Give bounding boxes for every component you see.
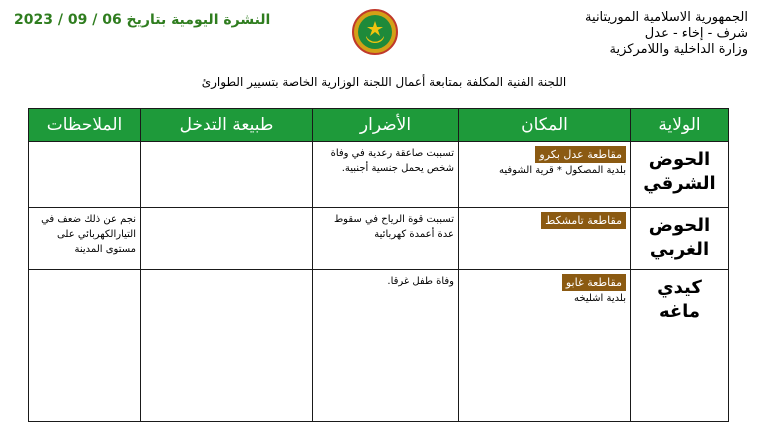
- column-header-place: المكان: [459, 109, 631, 142]
- place-cell: [459, 208, 631, 270]
- damage-cell: تسببت صاعقة رعدية في وفاة شخص يحمل جنسية أجنبية.: [313, 142, 459, 208]
- ministry-name: وزارة الداخلية واللامركزية: [609, 42, 748, 57]
- district-tag: مقاطعة تامشكط: [541, 212, 626, 229]
- intervention-cell: [141, 208, 313, 270]
- wilaya-cell: كيدي ماغه: [631, 270, 729, 422]
- place-cell: [459, 142, 631, 208]
- notes-cell: [29, 142, 141, 208]
- page-title: اللجنة الفنية المكلفة بمتابعة أعمال اللجنة الوزارية الخاصة بتسيير الطوارئ: [201, 75, 567, 89]
- table-row: [29, 208, 729, 270]
- district-tag: مقاطعة عدل بكرو: [535, 146, 626, 163]
- incidents-table: [28, 108, 729, 422]
- bulletin-date: النشرة اليومية بتاريخ 06 / 09 / 2023: [14, 12, 271, 28]
- motto: شرف - إخاء - عدل: [644, 26, 748, 41]
- column-header-wilaya: الولاية: [631, 109, 729, 142]
- republic-name: الجمهورية الاسلامية الموريتانية: [585, 10, 748, 25]
- intervention-cell: [141, 142, 313, 208]
- damage-cell: تسببت قوة الرياح في سقوط عدة أعمدة كهربائية: [313, 208, 459, 270]
- column-header-intervention: طبيعة التدخل: [141, 109, 313, 142]
- column-header-damage: الأضرار: [313, 109, 459, 142]
- intervention-cell: [141, 270, 313, 422]
- notes-cell: نجم عن ذلك ضعف في التيارالكهربائي على مستوى المدينة: [29, 208, 141, 270]
- place-cell: [459, 270, 631, 422]
- notes-cell: [29, 270, 141, 422]
- damage-cell: وفاة طفل غرقا.: [313, 270, 459, 422]
- place-detail: بلدية اشليخه: [574, 293, 626, 304]
- national-seal-icon: [352, 9, 398, 55]
- district-tag: مقاطعة غابو: [562, 274, 626, 291]
- wilaya-cell: الحوض الشرقي: [631, 142, 729, 208]
- place-detail: بلدية المصكول * قرية الشوفيه: [499, 165, 626, 176]
- ministry-header: [585, 10, 748, 58]
- table-row: [29, 142, 729, 208]
- column-header-notes: الملاحظات: [29, 109, 141, 142]
- table-header-row: [29, 109, 729, 142]
- table-row: [29, 270, 729, 422]
- wilaya-cell: الحوض الغربي: [631, 208, 729, 270]
